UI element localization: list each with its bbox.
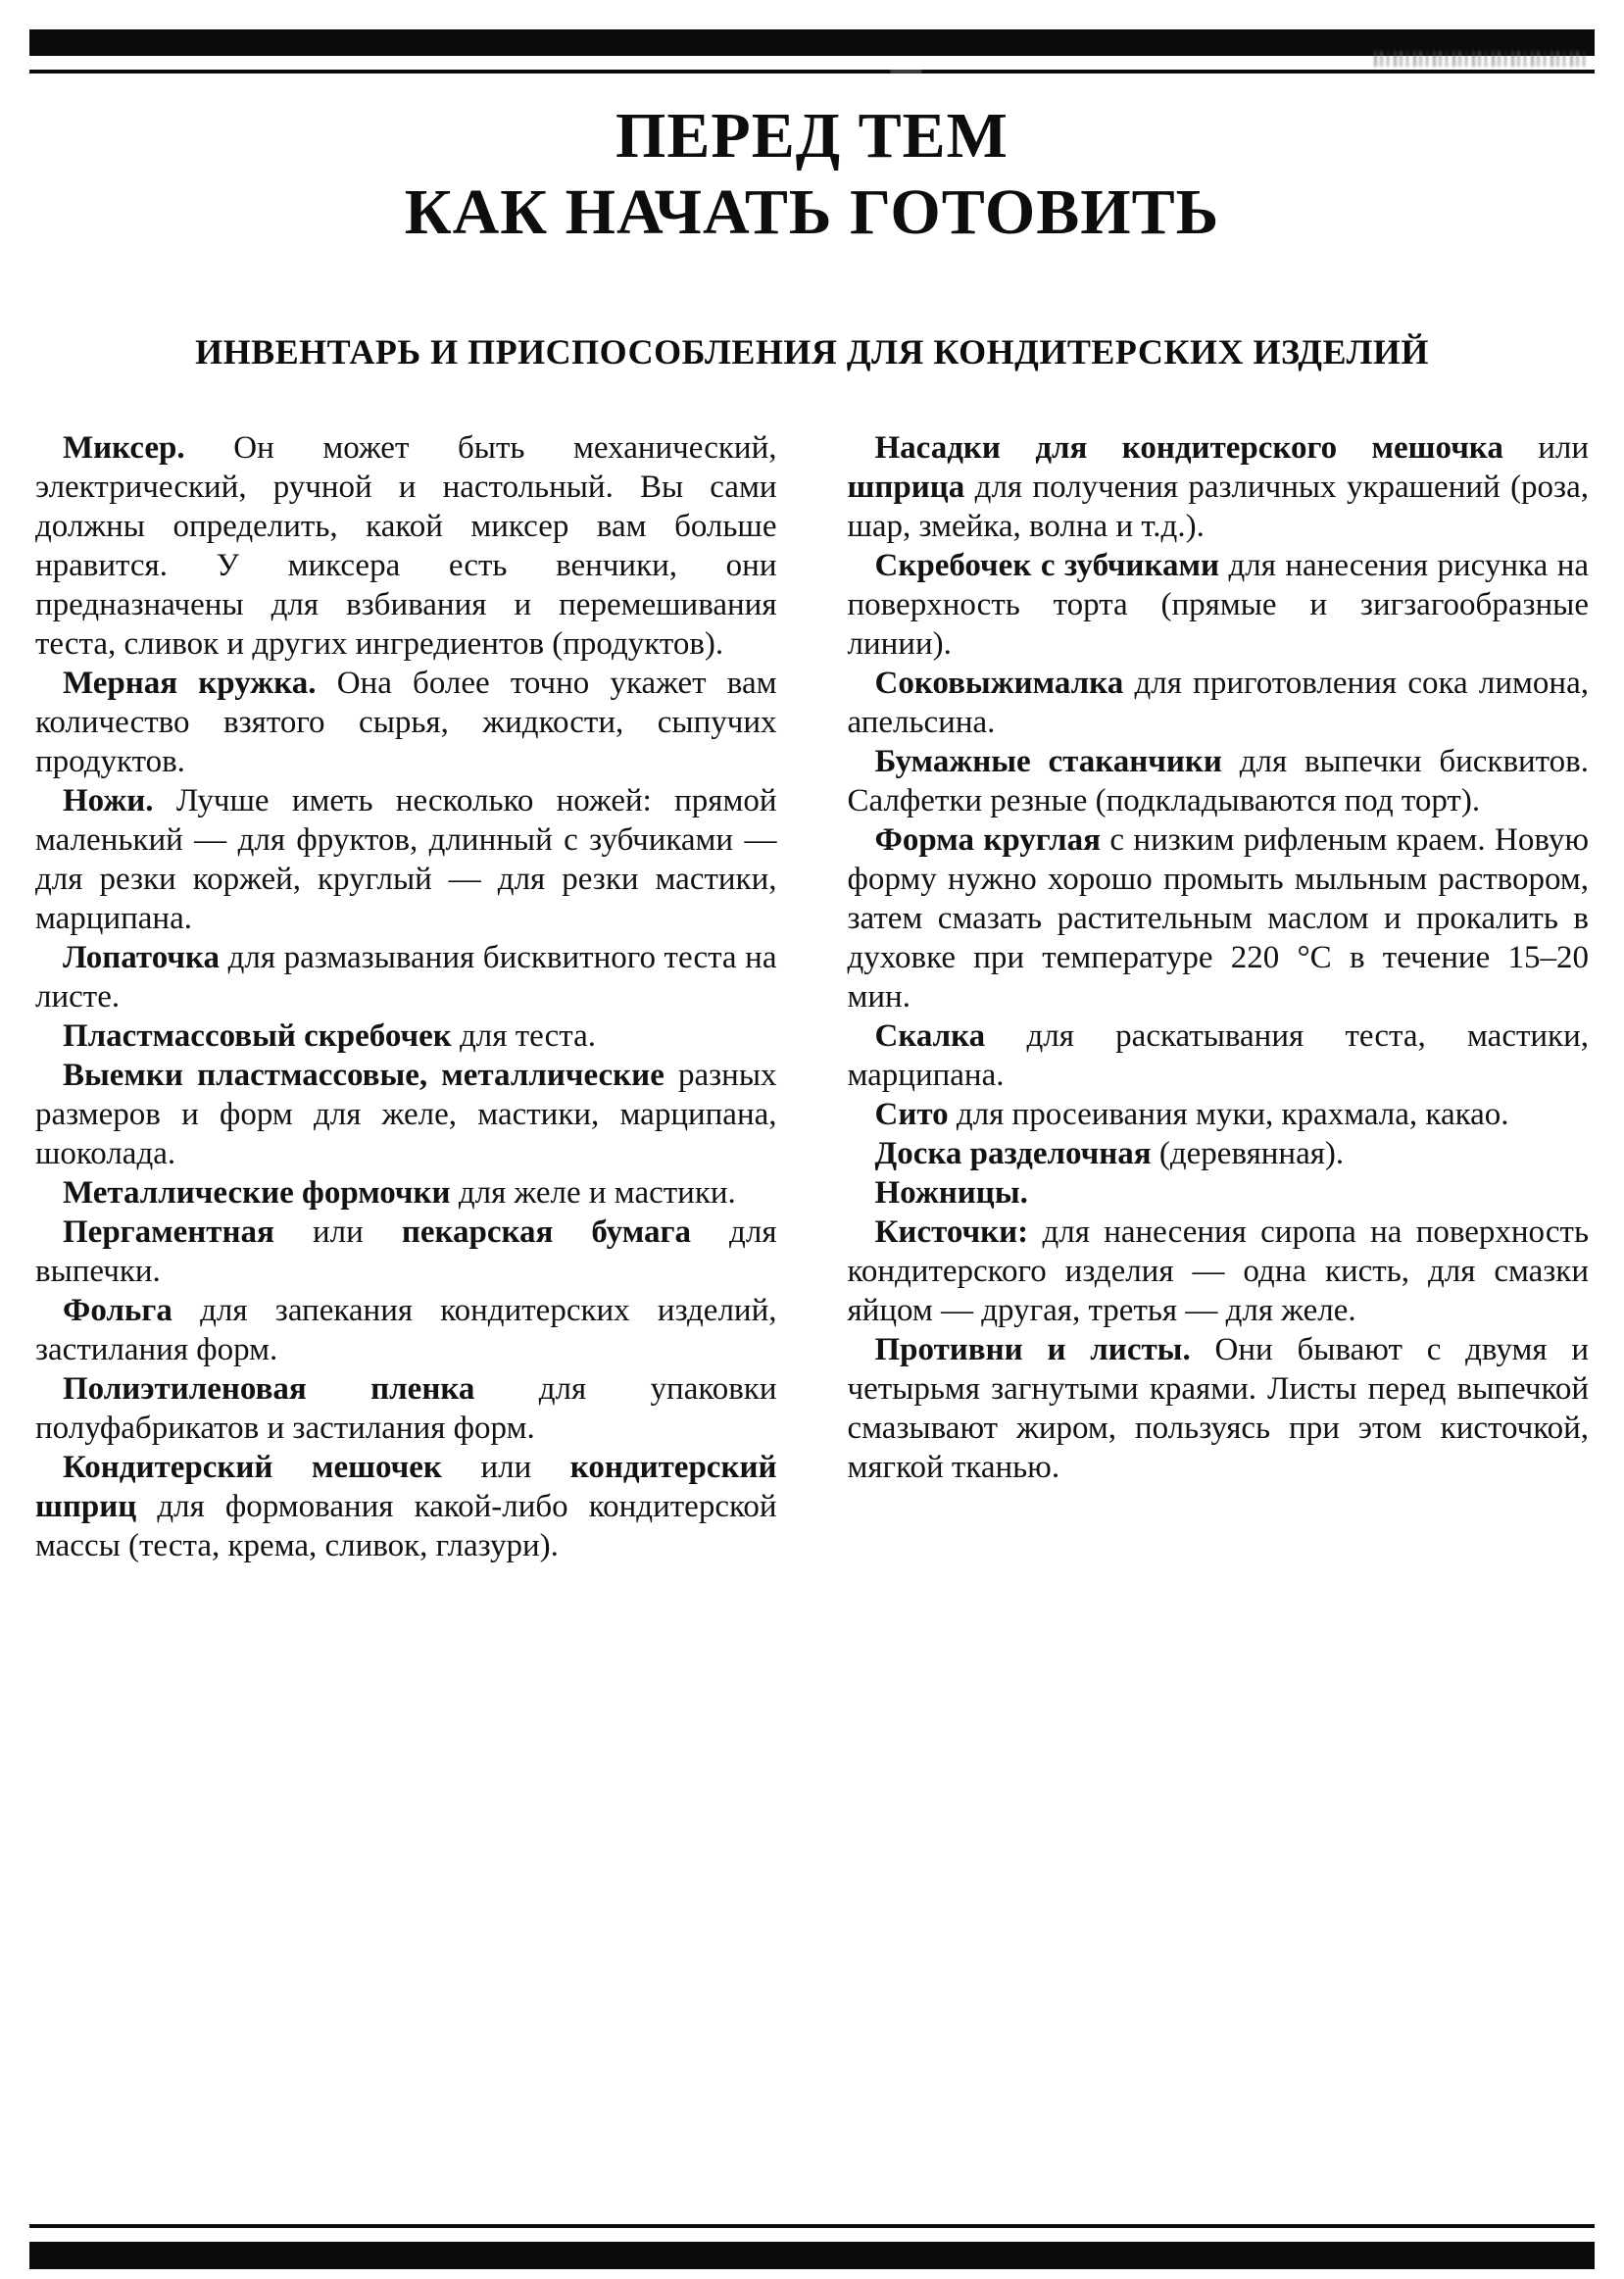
top-thin-rule [29, 70, 1595, 74]
entry-paragraph [35, 664, 777, 781]
left-column [35, 428, 777, 1565]
entry-text: разных размеров и форм для желе, мастики, марципана, шоколада. [35, 1057, 777, 1171]
entry-term: Противни и листы. [874, 1331, 1191, 1367]
entry-paragraph [35, 1369, 777, 1448]
entry-paragraph [848, 1095, 1590, 1134]
entry-paragraph [35, 1213, 777, 1291]
page-title-line2: КАК НАЧАТЬ ГОТОВИТЬ [404, 175, 1220, 248]
entry-term: Скребочек с зубчиками [874, 547, 1219, 583]
entry-term: Сито [874, 1096, 949, 1132]
entry-text: для раскатывания теста, мастики, марципана. [847, 1017, 1589, 1093]
entry-text: для выпечки. [35, 1214, 777, 1289]
entry-text: для теста. [451, 1017, 596, 1054]
entry-term: кондитерский шприц [35, 1449, 777, 1524]
entry-text: для формования какой-либо кондитерской массы (теста, крема, сливок, глазури). [35, 1488, 777, 1563]
entry-text: для желе и мастики. [450, 1174, 736, 1211]
entry-text: для размазывания бисквитного теста на листе. [35, 939, 777, 1015]
entry-paragraph [848, 1330, 1590, 1487]
entry-paragraph [35, 428, 777, 664]
entry-paragraph [35, 1056, 777, 1173]
entry-term: Фольга [63, 1292, 172, 1328]
entry-text: или [1502, 429, 1590, 466]
entry-term: Ножницы. [874, 1174, 1028, 1211]
entry-term: Пластмассовый скребочек [63, 1017, 452, 1054]
entry-paragraph [848, 742, 1590, 820]
entry-term: Кисточки: [874, 1214, 1029, 1250]
section-heading: ИНВЕНТАРЬ И ПРИСПОСОБЛЕНИЯ ДЛЯ КОНДИТЕРСКИХ ИЗДЕЛИЙ [195, 331, 1429, 372]
entry-paragraph [35, 1291, 777, 1369]
print-smudge [1374, 51, 1585, 67]
entry-term: шприца [847, 469, 965, 505]
entry-text: для просеивания муки, крахмала, какао. [948, 1096, 1509, 1132]
entry-text: (деревянная). [1151, 1135, 1345, 1171]
page-title-line1: ПЕРЕД ТЕМ [615, 100, 1009, 172]
entry-term: Пергаментная [63, 1214, 274, 1250]
entry-text: для выпечки бисквитов. Салфетки резные (подкладываются под торт). [847, 743, 1590, 818]
entry-paragraph [848, 546, 1590, 664]
entry-paragraph [848, 820, 1590, 1016]
entry-text: Лучше иметь несколько ножей: прямой маленький — для фруктов, длинный с зубчиками — для резки коржей, круглый — для резки мастики, марципана. [35, 782, 777, 936]
entry-text: или [273, 1214, 402, 1250]
entry-paragraph [35, 1448, 777, 1565]
entry-term: Доска разделочная [874, 1135, 1152, 1171]
entry-paragraph [848, 1134, 1590, 1173]
entry-term: Кондитерский мешочек [63, 1449, 442, 1485]
bottom-thick-rule [29, 2242, 1595, 2269]
entry-paragraph [35, 781, 777, 938]
entry-term: Соковыжималка [874, 665, 1124, 701]
entry-term: Миксер. [63, 429, 185, 466]
entry-term: Полиэтиленовая пленка [63, 1370, 475, 1407]
entry-text: для приготовления сока лимона, апельсина. [847, 665, 1589, 740]
entry-paragraph [848, 1016, 1590, 1095]
entry-text: Он может быть механический, электрический, ручной и настольный. Вы сами должны определить, какой миксер вам больше нравится. У миксера есть венчики, они предназначены для взбивания и перемешивания теста, сливок и других ингредиентов (продуктов). [35, 429, 777, 662]
entry-paragraph [848, 1173, 1590, 1213]
entry-term: Скалка [874, 1017, 986, 1054]
top-thick-rule [29, 29, 1595, 56]
entry-paragraph [848, 664, 1590, 742]
entry-term: Бумажные стаканчики [874, 743, 1222, 779]
bottom-thin-rule [29, 2224, 1595, 2228]
entry-text: для нанесения рисунка на поверхность торта (прямые и зигзагообразные линии). [847, 547, 1590, 662]
entry-paragraph [848, 1213, 1590, 1330]
entry-term: Лопаточка [63, 939, 220, 975]
entry-text: Она более точно укажет вам количество взятого сырья, жидкости, сыпучих продуктов. [35, 665, 777, 779]
entry-text: для запекания кондитерских изделий, застилания форм. [35, 1292, 777, 1367]
right-column [848, 428, 1590, 1565]
entry-term: пекарская бумага [401, 1214, 691, 1250]
entry-text: для упаковки полуфабрикатов и застилания форм. [35, 1370, 777, 1446]
entry-text: Они бывают с двумя и четырьмя загнутыми краями. Листы перед выпечкой смазывают жиром, пользуясь при этом кисточкой, мягкой тканью. [847, 1331, 1589, 1485]
entry-paragraph [35, 1173, 777, 1213]
entry-term: Выемки пластмассовые, металлические [63, 1057, 664, 1093]
entry-term: Форма круглая [874, 821, 1101, 858]
body-columns [0, 428, 1624, 1565]
entry-text: с низким рифленым краем. Новую форму нужно хорошо промыть мыльным раствором, затем смазать растительным маслом и прокалить в духовке при температуре 220 °С в течение 15–20 мин. [847, 821, 1590, 1015]
entry-text: для нанесения сиропа на поверхность кондитерского изделия — одна кисть, для смазки яйцом — другая, третья — для желе. [847, 1214, 1589, 1328]
entry-paragraph [848, 428, 1590, 546]
entry-term: Насадки для кондитерского мешочка [874, 429, 1503, 466]
entry-paragraph [35, 938, 777, 1016]
entry-term: Металлические формочки [63, 1174, 451, 1211]
entry-term: Ножи. [63, 782, 154, 818]
entry-term: Мерная кружка. [63, 665, 317, 701]
entry-text: для получения различных украшений (роза, шар, змейка, волна и т.д.). [847, 469, 1589, 544]
entry-paragraph [35, 1016, 777, 1056]
entry-text: или [441, 1449, 570, 1485]
